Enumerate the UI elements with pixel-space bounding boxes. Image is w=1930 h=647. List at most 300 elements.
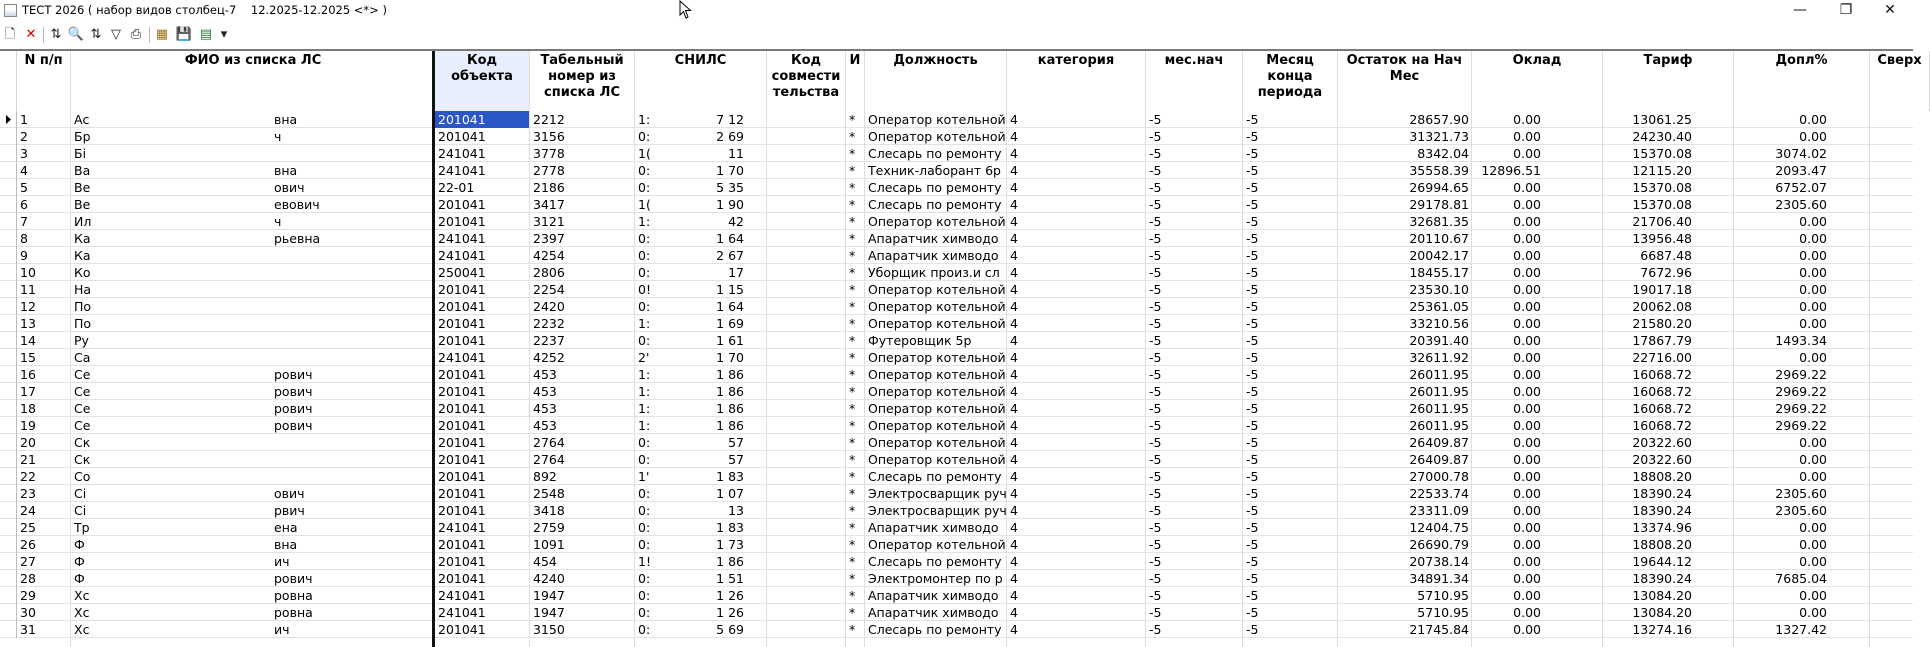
cell-dolzhnost[interactable]: Оператор котельной	[868, 214, 1006, 229]
table-row[interactable]	[0, 281, 1913, 298]
cell-mesyac-konca[interactable]: -5	[1246, 537, 1259, 552]
cell-i[interactable]: *	[849, 333, 856, 348]
cell-ostatok[interactable]: 26011.95	[1409, 367, 1469, 382]
chevron-down-icon[interactable]: ▾	[220, 27, 228, 42]
cell-i[interactable]: *	[849, 520, 856, 535]
cell-tarif[interactable]: 6687.48	[1640, 248, 1692, 263]
cell-ostatok[interactable]: 27000.78	[1409, 469, 1469, 484]
cell-fio-end[interactable]: ровна	[274, 605, 313, 620]
cell-i[interactable]: *	[849, 503, 856, 518]
cell-dolzhnost[interactable]: Слесарь по ремонту	[868, 469, 1002, 484]
cell-npp[interactable]: 7	[20, 214, 28, 229]
cell-oklad[interactable]: 0.00	[1513, 418, 1541, 433]
cell-fio-start[interactable]: Ру	[74, 333, 89, 348]
cell-tabelnyj-nomer[interactable]: 2806	[533, 265, 565, 280]
cell-oklad[interactable]: 0.00	[1513, 554, 1541, 569]
cell-mesyac-konca[interactable]: -5	[1246, 554, 1259, 569]
table-row[interactable]	[0, 451, 1913, 468]
table-row[interactable]	[0, 179, 1913, 196]
cell-snils-start[interactable]: 0:	[638, 571, 651, 586]
cell-ostatok[interactable]: 5710.95	[1417, 588, 1469, 603]
table-row[interactable]	[0, 553, 1913, 570]
cell-tarif[interactable]: 7672.96	[1640, 265, 1692, 280]
cell-i[interactable]: *	[849, 401, 856, 416]
cell-tarif[interactable]: 21706.40	[1632, 214, 1692, 229]
cell-snils-start[interactable]: 1(	[638, 197, 651, 212]
cell-mesyac-konca[interactable]: -5	[1246, 418, 1259, 433]
cell-fio-start[interactable]: Ка	[74, 248, 91, 263]
cell-oklad[interactable]: 0.00	[1513, 248, 1541, 263]
cell-dopl[interactable]: 6752.07	[1775, 180, 1827, 195]
cell-snils-start[interactable]: 0:	[638, 333, 651, 348]
cell-oklad[interactable]: 0.00	[1513, 622, 1541, 637]
table-row[interactable]	[0, 383, 1913, 400]
cell-snils-end[interactable]: 1 51	[716, 571, 744, 586]
cell-oklad[interactable]: 0.00	[1513, 214, 1541, 229]
cell-npp[interactable]: 19	[20, 418, 36, 433]
cell-ostatok[interactable]: 26011.95	[1409, 384, 1469, 399]
cell-fio-start[interactable]: Хс	[74, 588, 90, 603]
row-indicator[interactable]	[0, 553, 17, 570]
cell-i[interactable]: *	[849, 554, 856, 569]
cell-fio-end[interactable]	[271, 315, 431, 332]
cell-mesyac-konca[interactable]: -5	[1246, 333, 1259, 348]
cell-kod-objekta[interactable]: 241041	[438, 231, 486, 246]
cell-snils-start[interactable]: 1!	[638, 554, 651, 569]
row-indicator[interactable]	[0, 366, 17, 383]
cell-snils-end[interactable]: 1 64	[716, 299, 744, 314]
cell-fio-end[interactable]	[271, 349, 431, 366]
table-row[interactable]	[0, 519, 1913, 536]
cell-tabelnyj-nomer[interactable]: 453	[533, 384, 557, 399]
cell-i[interactable]: *	[849, 622, 856, 637]
cell-ostatok[interactable]: 21745.84	[1409, 622, 1469, 637]
cell-tarif[interactable]: 24230.40	[1632, 129, 1692, 144]
cell-tarif[interactable]: 15370.08	[1632, 180, 1692, 195]
row-indicator[interactable]	[0, 230, 17, 247]
cell-tarif[interactable]: 16068.72	[1632, 418, 1692, 433]
row-indicator[interactable]	[0, 298, 17, 315]
row-indicator[interactable]	[0, 468, 17, 485]
cell-mesyac-konca[interactable]: -5	[1246, 622, 1259, 637]
cell-npp[interactable]: 20	[20, 435, 36, 450]
header-npp[interactable]: N п/п	[17, 51, 71, 111]
cell-fio-start[interactable]: По	[74, 316, 92, 331]
cell-snils-start[interactable]: 0:	[638, 435, 651, 450]
cell-fio-start[interactable]: Тр	[74, 520, 90, 535]
cell-kategoriya[interactable]: 4	[1010, 248, 1018, 263]
cell-fio-start[interactable]: Ск	[74, 435, 91, 450]
cell-dopl[interactable]: 2093.47	[1775, 163, 1827, 178]
cell-snils-start[interactable]: 2'	[638, 350, 650, 365]
cell-mesyac-konca[interactable]: -5	[1246, 605, 1259, 620]
header-i[interactable]: И	[846, 51, 865, 111]
cell-tabelnyj-nomer[interactable]: 4240	[533, 571, 565, 586]
table-row[interactable]	[0, 298, 1913, 315]
cell-kategoriya[interactable]: 4	[1010, 350, 1018, 365]
cell-fio-start[interactable]: Ас	[74, 112, 90, 127]
cell-tarif[interactable]: 18808.20	[1632, 469, 1692, 484]
cell-kategoriya[interactable]: 4	[1010, 537, 1018, 552]
row-indicator[interactable]	[0, 451, 17, 468]
table-row[interactable]	[0, 621, 1913, 638]
cell-snils-end[interactable]: 2 69	[716, 129, 744, 144]
row-indicator[interactable]	[0, 213, 17, 230]
cell-snils-start[interactable]: 1:	[638, 214, 651, 229]
cell-i[interactable]: *	[849, 163, 856, 178]
cell-i[interactable]: *	[849, 282, 856, 297]
cell-dopl[interactable]: 2969.22	[1775, 384, 1827, 399]
cell-dopl[interactable]: 0.00	[1799, 265, 1827, 280]
cell-mesyac-konca[interactable]: -5	[1246, 588, 1259, 603]
cell-tabelnyj-nomer[interactable]: 2764	[533, 452, 565, 467]
cell-i[interactable]: *	[849, 112, 856, 127]
cell-dolzhnost[interactable]: Апаратчик химводо	[868, 605, 999, 620]
cell-kod-objekta[interactable]: 201041	[438, 418, 486, 433]
cell-dolzhnost[interactable]: Оператор котельной	[868, 316, 1006, 331]
header-mes-nach[interactable]: мес.нач	[1146, 51, 1243, 111]
cell-kategoriya[interactable]: 4	[1010, 112, 1018, 127]
cell-dolzhnost[interactable]: Электромонтер по р	[868, 571, 1003, 586]
cell-tarif[interactable]: 21580.20	[1632, 316, 1692, 331]
row-indicator[interactable]	[0, 434, 17, 451]
cell-kategoriya[interactable]: 4	[1010, 418, 1018, 433]
cell-ostatok[interactable]: 35558.39	[1409, 163, 1469, 178]
cell-oklad[interactable]: 0.00	[1513, 401, 1541, 416]
cell-fio-start[interactable]: Се	[74, 401, 91, 416]
cell-dopl[interactable]: 0.00	[1799, 129, 1827, 144]
table-row[interactable]	[0, 434, 1913, 451]
cell-fio-start[interactable]: Ко	[74, 265, 91, 280]
cell-kategoriya[interactable]: 4	[1010, 622, 1018, 637]
cell-dopl[interactable]: 2969.22	[1775, 367, 1827, 382]
cell-tabelnyj-nomer[interactable]: 3121	[533, 214, 565, 229]
cell-mes-nach[interactable]: -5	[1149, 163, 1162, 178]
cell-tabelnyj-nomer[interactable]: 1947	[533, 605, 565, 620]
cell-mes-nach[interactable]: -5	[1149, 299, 1162, 314]
cell-fio-start[interactable]: Хс	[74, 605, 90, 620]
table-row[interactable]	[0, 502, 1913, 519]
cell-tarif[interactable]: 13084.20	[1632, 588, 1692, 603]
cell-i[interactable]: *	[849, 367, 856, 382]
cell-snils-end[interactable]: 57	[728, 452, 744, 467]
cell-npp[interactable]: 28	[20, 571, 36, 586]
cell-snils-end[interactable]: 1 86	[716, 384, 744, 399]
row-indicator[interactable]	[0, 485, 17, 502]
cell-dopl[interactable]: 0.00	[1799, 520, 1827, 535]
cell-dopl[interactable]: 0.00	[1799, 299, 1827, 314]
cell-oklad[interactable]: 0.00	[1513, 333, 1541, 348]
cell-fio-start[interactable]: Се	[74, 384, 91, 399]
cell-snils-end[interactable]: 1 86	[716, 401, 744, 416]
cell-oklad[interactable]: 0.00	[1513, 486, 1541, 501]
cell-oklad[interactable]: 0.00	[1513, 299, 1541, 314]
table-row[interactable]	[0, 485, 1913, 502]
cell-ostatok[interactable]: 8342.04	[1417, 146, 1469, 161]
row-indicator[interactable]	[0, 247, 17, 264]
table-row[interactable]	[0, 604, 1913, 621]
cell-dolzhnost[interactable]: Слесарь по ремонту	[868, 146, 1002, 161]
cell-snils-end[interactable]: 57	[728, 435, 744, 450]
table-row[interactable]	[0, 145, 1913, 162]
cell-npp[interactable]: 27	[20, 554, 36, 569]
cell-mesyac-konca[interactable]: -5	[1246, 214, 1259, 229]
cell-snils-start[interactable]: 0:	[638, 452, 651, 467]
cell-npp[interactable]: 15	[20, 350, 36, 365]
cell-dopl[interactable]: 0.00	[1799, 316, 1827, 331]
row-indicator[interactable]	[0, 179, 17, 196]
cell-oklad[interactable]: 0.00	[1513, 367, 1541, 382]
cell-mes-nach[interactable]: -5	[1149, 537, 1162, 552]
row-indicator[interactable]	[0, 536, 17, 553]
cell-tarif[interactable]: 17867.79	[1632, 333, 1692, 348]
cell-tabelnyj-nomer[interactable]: 3778	[533, 146, 565, 161]
cell-tabelnyj-nomer[interactable]: 892	[533, 469, 557, 484]
excel-export-icon[interactable]: ▤	[199, 27, 213, 42]
cell-mesyac-konca[interactable]: -5	[1246, 350, 1259, 365]
row-indicator[interactable]	[0, 281, 17, 298]
cell-snils-end[interactable]: 1 73	[716, 537, 744, 552]
cell-tarif[interactable]: 18390.24	[1632, 571, 1692, 586]
cell-snils-end[interactable]: 1 61	[716, 333, 744, 348]
cell-tarif[interactable]: 18808.20	[1632, 537, 1692, 552]
cell-mesyac-konca[interactable]: -5	[1246, 282, 1259, 297]
cell-kod-objekta[interactable]: 201041	[438, 299, 486, 314]
table-row[interactable]	[0, 196, 1913, 213]
cell-npp[interactable]: 5	[20, 180, 28, 195]
row-indicator[interactable]	[0, 519, 17, 536]
cell-oklad[interactable]: 0.00	[1513, 197, 1541, 212]
cell-kod-objekta[interactable]: 201041	[438, 435, 486, 450]
cell-tabelnyj-nomer[interactable]: 4254	[533, 248, 565, 263]
row-indicator[interactable]	[0, 570, 17, 587]
cell-i[interactable]: *	[849, 605, 856, 620]
cell-mes-nach[interactable]: -5	[1149, 129, 1162, 144]
cell-kod-objekta[interactable]: 201041	[438, 197, 486, 212]
cell-kod-objekta[interactable]: 201041	[438, 401, 486, 416]
cell-i[interactable]: *	[849, 537, 856, 552]
delete-record-icon[interactable]: ✕	[25, 27, 37, 42]
cell-fio-start[interactable]: Ф	[74, 554, 85, 569]
row-indicator[interactable]	[0, 332, 17, 349]
cell-i[interactable]: *	[849, 452, 856, 467]
cell-dopl[interactable]: 2969.22	[1775, 418, 1827, 433]
cell-i[interactable]: *	[849, 214, 856, 229]
cell-npp[interactable]: 29	[20, 588, 36, 603]
cell-mesyac-konca[interactable]: -5	[1246, 469, 1259, 484]
cell-mesyac-konca[interactable]: -5	[1246, 435, 1259, 450]
cell-snils-start[interactable]: 1:	[638, 316, 651, 331]
row-indicator[interactable]	[0, 417, 17, 434]
cell-tabelnyj-nomer[interactable]: 2254	[533, 282, 565, 297]
cell-dolzhnost[interactable]: Оператор котельной	[868, 350, 1006, 365]
cell-mesyac-konca[interactable]: -5	[1246, 163, 1259, 178]
cell-dopl[interactable]: 0.00	[1799, 537, 1827, 552]
cell-kategoriya[interactable]: 4	[1010, 435, 1018, 450]
cell-fio-end[interactable]: ровна	[274, 588, 313, 603]
cell-tarif[interactable]: 13061.25	[1632, 112, 1692, 127]
cell-tabelnyj-nomer[interactable]: 3150	[533, 622, 565, 637]
cell-dolzhnost[interactable]: Оператор котельной	[868, 367, 1006, 382]
cell-oklad[interactable]: 0.00	[1513, 435, 1541, 450]
cell-ostatok[interactable]: 20110.67	[1409, 231, 1469, 246]
cell-tabelnyj-nomer[interactable]: 2548	[533, 486, 565, 501]
cell-snils-start[interactable]: 1:	[638, 384, 651, 399]
cell-mes-nach[interactable]: -5	[1149, 180, 1162, 195]
cell-kod-objekta[interactable]: 201041	[438, 214, 486, 229]
cell-dolzhnost[interactable]: Оператор котельной	[868, 282, 1006, 297]
cell-mes-nach[interactable]: -5	[1149, 622, 1162, 637]
cell-mes-nach[interactable]: -5	[1149, 384, 1162, 399]
cell-dolzhnost[interactable]: Слесарь по ремонту	[868, 180, 1002, 195]
cell-npp[interactable]: 30	[20, 605, 36, 620]
cell-snils-start[interactable]: 0:	[638, 588, 651, 603]
cell-mes-nach[interactable]: -5	[1149, 503, 1162, 518]
cell-snils-start[interactable]: 0:	[638, 605, 651, 620]
cell-mesyac-konca[interactable]: -5	[1246, 146, 1259, 161]
cell-snils-end[interactable]: 5 35	[716, 180, 744, 195]
header-dolzhnost[interactable]: Должность	[865, 51, 1007, 111]
cell-tabelnyj-nomer[interactable]: 4252	[533, 350, 565, 365]
cell-npp[interactable]: 9	[20, 248, 28, 263]
cell-kod-objekta[interactable]: 201041	[438, 129, 486, 144]
header-tabelnyj-nomer[interactable]: Табельный номер из списка ЛС	[530, 51, 635, 111]
cell-i[interactable]: *	[849, 316, 856, 331]
cell-kategoriya[interactable]: 4	[1010, 503, 1018, 518]
print-icon[interactable]: ⎙	[130, 27, 142, 42]
current-row-indicator-icon[interactable]	[0, 111, 17, 128]
cell-kategoriya[interactable]: 4	[1010, 231, 1018, 246]
cell-tarif[interactable]: 22716.00	[1632, 350, 1692, 365]
cell-snils-start[interactable]: 1:	[638, 418, 651, 433]
cell-tabelnyj-nomer[interactable]: 2212	[533, 112, 565, 127]
data-grid[interactable]	[0, 49, 1922, 645]
header-sverh[interactable]: Сверх	[1870, 51, 1930, 111]
cell-tarif[interactable]: 16068.72	[1632, 367, 1692, 382]
cell-tarif[interactable]: 12115.20	[1632, 163, 1692, 178]
cell-kategoriya[interactable]: 4	[1010, 554, 1018, 569]
cell-fio-end[interactable]: ич	[274, 554, 290, 569]
cell-kategoriya[interactable]: 4	[1010, 197, 1018, 212]
cell-snils-end[interactable]: 1 86	[716, 367, 744, 382]
cell-kategoriya[interactable]: 4	[1010, 282, 1018, 297]
cell-mesyac-konca[interactable]: -5	[1246, 503, 1259, 518]
header-ostatok[interactable]: Остаток на Нач Мес	[1338, 51, 1472, 111]
cell-kod-objekta[interactable]: 241041	[438, 248, 486, 263]
cell-oklad[interactable]: 0.00	[1513, 469, 1541, 484]
cell-fio-end[interactable]	[271, 281, 431, 298]
cell-dolzhnost[interactable]: Оператор котельной	[868, 435, 1006, 450]
cell-dolzhnost[interactable]: Уборщик произ.и сл	[868, 265, 1000, 280]
cell-tarif[interactable]: 13084.20	[1632, 605, 1692, 620]
cell-i[interactable]: *	[849, 571, 856, 586]
table-row[interactable]	[0, 128, 1913, 145]
cell-dopl[interactable]: 1493.34	[1775, 333, 1827, 348]
cell-ostatok[interactable]: 32611.92	[1409, 350, 1469, 365]
cell-oklad[interactable]: 0.00	[1513, 571, 1541, 586]
row-indicator[interactable]	[0, 128, 17, 145]
cell-kod-objekta[interactable]: 241041	[438, 146, 486, 161]
cell-snils-start[interactable]: 1'	[638, 469, 650, 484]
cell-snils-start[interactable]: 0:	[638, 163, 651, 178]
cell-i[interactable]: *	[849, 469, 856, 484]
cell-fio-end[interactable]: рович	[274, 367, 313, 382]
cell-i[interactable]: *	[849, 180, 856, 195]
header-oklad[interactable]: Оклад	[1472, 51, 1603, 111]
cell-kod-objekta[interactable]: 201041	[438, 333, 486, 348]
filter-icon[interactable]: ▽	[111, 27, 121, 42]
cell-snils-start[interactable]: 0:	[638, 299, 651, 314]
cell-tabelnyj-nomer[interactable]: 3418	[533, 503, 565, 518]
cell-fio-start[interactable]: На	[74, 282, 92, 297]
cell-fio-start[interactable]: Сі	[74, 486, 87, 501]
cell-fio-end[interactable]: ч	[274, 214, 282, 229]
cell-npp[interactable]: 22	[20, 469, 36, 484]
save-icon[interactable]: 💾	[175, 27, 193, 42]
cell-fio-end[interactable]: вна	[274, 537, 298, 552]
cell-fio-end[interactable]: ена	[274, 520, 298, 535]
binoculars-find-icon[interactable]: 🔍	[67, 27, 85, 42]
cell-dolzhnost[interactable]: Электросварщик руч	[868, 486, 1007, 501]
table-row[interactable]	[0, 332, 1913, 349]
cell-tabelnyj-nomer[interactable]: 2237	[533, 333, 565, 348]
cell-fio-start[interactable]: По	[74, 299, 92, 314]
cell-mes-nach[interactable]: -5	[1149, 486, 1162, 501]
cell-mes-nach[interactable]: -5	[1149, 469, 1162, 484]
cell-snils-end[interactable]: 1 64	[716, 231, 744, 246]
cell-mes-nach[interactable]: -5	[1149, 452, 1162, 467]
cell-mesyac-konca[interactable]: -5	[1246, 367, 1259, 382]
cell-snils-end[interactable]: 7 12	[716, 112, 744, 127]
cell-tabelnyj-nomer[interactable]: 1091	[533, 537, 565, 552]
cell-oklad[interactable]: 0.00	[1513, 180, 1541, 195]
cell-oklad[interactable]: 0.00	[1513, 520, 1541, 535]
cell-fio-end[interactable]: вна	[274, 163, 298, 178]
row-indicator[interactable]	[0, 145, 17, 162]
cell-tabelnyj-nomer[interactable]: 2397	[533, 231, 565, 246]
cell-oklad[interactable]: 0.00	[1513, 282, 1541, 297]
cell-npp[interactable]: 3	[20, 146, 28, 161]
cell-fio-end[interactable]: рович	[274, 401, 313, 416]
table-row[interactable]	[0, 315, 1913, 332]
cell-npp[interactable]: 18	[20, 401, 36, 416]
cell-snils-end[interactable]: 13	[728, 503, 744, 518]
cell-mes-nach[interactable]: -5	[1149, 282, 1162, 297]
cell-mesyac-konca[interactable]: -5	[1246, 299, 1259, 314]
cell-dopl[interactable]: 0.00	[1799, 112, 1827, 127]
cell-fio-start[interactable]: Са	[74, 350, 91, 365]
cell-kategoriya[interactable]: 4	[1010, 265, 1018, 280]
cell-snils-start[interactable]: 0:	[638, 129, 651, 144]
cell-kategoriya[interactable]: 4	[1010, 163, 1018, 178]
cell-npp[interactable]: 13	[20, 316, 36, 331]
cell-snils-end[interactable]: 1 26	[716, 605, 744, 620]
cell-tarif[interactable]: 16068.72	[1632, 384, 1692, 399]
cell-tabelnyj-nomer[interactable]: 2778	[533, 163, 565, 178]
cell-snils-start[interactable]: 0:	[638, 622, 651, 637]
cell-snils-start[interactable]: 0:	[638, 486, 651, 501]
header-kategoriya[interactable]: категория	[1007, 51, 1146, 111]
cell-mesyac-konca[interactable]: -5	[1246, 129, 1259, 144]
cell-oklad[interactable]: 0.00	[1513, 588, 1541, 603]
cell-mesyac-konca[interactable]: -5	[1246, 452, 1259, 467]
cell-dolzhnost[interactable]: Апаратчик химводо	[868, 231, 999, 246]
cell-mesyac-konca[interactable]: -5	[1246, 231, 1259, 246]
cell-dolzhnost[interactable]: Слесарь по ремонту	[868, 554, 1002, 569]
cell-i[interactable]: *	[849, 197, 856, 212]
row-indicator[interactable]	[0, 264, 17, 281]
cell-mes-nach[interactable]: -5	[1149, 435, 1162, 450]
